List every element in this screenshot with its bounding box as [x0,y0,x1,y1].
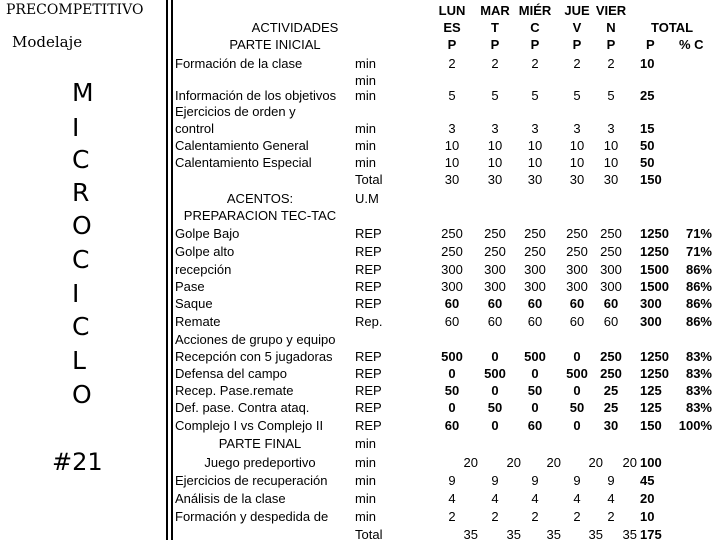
day-value: 60 [487,314,503,329]
total-value: 25 [640,88,655,103]
pct-value: 71% [685,244,712,259]
total-value: 50 [640,155,655,170]
day-value: 250 [484,244,506,259]
day-value: 10 [527,138,543,153]
day-value: 20 [622,455,637,470]
day-value: 2 [573,509,581,524]
day-header: MAR [480,3,510,18]
day-value: 250 [600,366,622,381]
microciclo-letter: L [72,346,86,375]
total-value: 125 [640,383,662,398]
unit-label: min [355,121,376,136]
day-value: 10 [603,155,619,170]
day-value: 500 [441,349,463,364]
day-value: 60 [527,296,543,311]
day-value: 35 [588,527,603,542]
day-value: 4 [448,491,456,506]
activity-label: Def. pase. Contra ataq. [175,400,310,415]
day-header: T [491,20,499,35]
day-header: MIÉR [518,3,552,18]
day-value: 60 [444,314,460,329]
day-value: 5 [531,88,539,103]
activity-label: Formación y despedida de [175,509,329,524]
day-value: 10 [569,155,585,170]
day-value: 35 [506,527,521,542]
activity-label: Juego predeportivo [204,455,316,470]
unit-label: Total [355,172,383,187]
header-actividades: ACTIVIDADES [251,20,339,35]
day-value: 9 [607,473,615,488]
day-value: 250 [441,226,463,241]
day-header: P [530,37,540,52]
microciclo-letter: I [72,113,80,142]
activity-label: PREPARACION TEC-TAC [183,208,337,223]
unit-label: REP [355,400,382,415]
day-value: 50 [444,383,460,398]
day-value: 300 [566,262,588,277]
day-value: 60 [569,296,585,311]
activity-label: Complejo I vs Complejo II [175,418,324,433]
day-value: 10 [487,155,503,170]
header-parte-inicial: PARTE INICIAL [229,37,321,52]
day-value: 2 [607,509,615,524]
day-value: 500 [484,366,506,381]
day-value: 0 [491,349,499,364]
pct-c-header: % C [679,37,704,52]
day-header: P [490,37,500,52]
day-value: 300 [566,279,588,294]
day-value: 60 [603,296,619,311]
day-value: 3 [531,121,539,136]
unit-label: Total [355,527,383,542]
day-header: P [447,37,457,52]
day-value: 35 [622,527,637,542]
day-value: 250 [600,226,622,241]
total-value: 50 [640,138,655,153]
day-header: JUE [564,3,590,18]
unit-label: REP [355,296,382,311]
day-value: 60 [603,314,619,329]
day-value: 25 [603,383,619,398]
day-value: 20 [463,455,478,470]
total-value: 45 [640,473,655,488]
day-value: 50 [487,400,503,415]
unit-label: REP [355,262,382,277]
total-value: 1250 [640,349,669,364]
day-value: 300 [484,279,506,294]
day-header: ES [443,20,461,35]
day-value: 300 [441,279,463,294]
day-value: 250 [566,244,588,259]
microciclo-letter: R [72,178,90,207]
activity-label: control [175,121,215,136]
day-value: 30 [527,172,543,187]
day-value: 3 [573,121,581,136]
day-header: VIER [595,3,627,18]
unit-label: REP [355,366,382,381]
total-p-header: P [646,37,655,52]
sidebar-subtitle: Modelaje [12,33,83,51]
activity-label: Ejercicios de orden y [175,104,296,119]
activity-label: Información de los objetivos [175,88,337,103]
activity-label: Calentamiento General [175,138,309,153]
day-value: 3 [448,121,456,136]
day-value: 9 [573,473,581,488]
day-value: 2 [607,56,615,71]
day-value: 2 [491,509,499,524]
day-value: 3 [607,121,615,136]
day-header: N [606,20,616,35]
total-value: 1500 [640,262,669,277]
day-value: 300 [484,262,506,277]
day-value: 5 [607,88,615,103]
day-value: 0 [573,349,581,364]
day-value: 60 [527,314,543,329]
day-value: 30 [487,172,503,187]
unit-label: min [355,88,376,103]
pct-value: 83% [685,400,712,415]
day-value: 9 [448,473,456,488]
day-value: 5 [448,88,456,103]
activity-label: Ejercicios de recuperación [175,473,328,488]
microciclo-letter: I [72,279,80,308]
day-value: 4 [491,491,499,506]
total-value: 1500 [640,279,669,294]
day-value: 60 [444,296,460,311]
microciclo-letter: C [72,245,90,274]
day-value: 2 [531,509,539,524]
day-value: 30 [569,172,585,187]
activity-label: Acciones de grupo y equipo [175,332,336,347]
day-value: 5 [573,88,581,103]
day-value: 0 [448,400,456,415]
day-value: 35 [463,527,478,542]
activity-label: Golpe alto [175,244,235,259]
day-header: P [572,37,582,52]
unit-label: min [355,509,376,524]
day-header: C [530,20,540,35]
activity-label: Remate [175,314,221,329]
microciclo-number: #21 [52,448,103,476]
microciclo-letter: C [72,312,90,341]
day-value: 500 [524,349,546,364]
total-value: 1250 [640,244,669,259]
activity-label: Saque [175,296,213,311]
day-value: 3 [491,121,499,136]
unit-label: min [355,436,376,451]
unit-label: min [355,491,376,506]
pct-value: 71% [685,226,712,241]
microciclo-letter: C [72,145,90,174]
unit-label: Rep. [355,314,383,329]
activity-label: Calentamiento Especial [175,155,312,170]
day-value: 250 [484,226,506,241]
microciclo-letter: O [72,380,92,409]
microciclo-letter: O [72,211,92,240]
day-value: 2 [531,56,539,71]
day-value: 300 [524,262,546,277]
total-value: 175 [640,527,662,542]
day-value: 9 [491,473,499,488]
day-value: 0 [531,400,539,415]
unit-label: REP [355,226,382,241]
pct-value: 83% [685,366,712,381]
pct-value: 100% [678,418,712,433]
unit-label: min [355,138,376,153]
activity-label: Recepción con 5 jugadoras [175,349,333,364]
unit-label: min [355,56,376,71]
activity-label: PARTE FINAL [218,436,302,451]
unit-label: REP [355,383,382,398]
activity-label: Defensa del campo [175,366,288,381]
day-value: 30 [444,172,460,187]
pct-value: 86% [685,262,712,277]
day-value: 10 [487,138,503,153]
day-value: 4 [531,491,539,506]
day-value: 30 [603,418,619,433]
pct-value: 86% [685,279,712,294]
day-value: 0 [491,383,499,398]
total-header: TOTAL [651,20,694,35]
day-value: 60 [569,314,585,329]
total-value: 1250 [640,226,669,241]
day-value: 50 [527,383,543,398]
day-value: 0 [531,366,539,381]
day-value: 0 [573,383,581,398]
day-value: 20 [506,455,521,470]
day-value: 250 [524,226,546,241]
sidebar-title: PRECOMPETITIVO [6,2,144,18]
day-value: 5 [491,88,499,103]
total-value: 15 [640,121,655,136]
pct-value: 83% [685,349,712,364]
day-value: 20 [588,455,603,470]
activity-label: Formación de la clase [175,56,303,71]
day-value: 9 [531,473,539,488]
day-value: 0 [491,418,499,433]
day-value: 60 [487,296,503,311]
day-header: LUN [438,3,466,18]
activity-label: Golpe Bajo [175,226,240,241]
day-value: 300 [600,279,622,294]
activity-label: Análisis de la clase [175,491,286,506]
day-value: 4 [573,491,581,506]
day-value: 300 [524,279,546,294]
day-value: 30 [603,172,619,187]
pct-value: 86% [685,314,712,329]
total-value: 20 [640,491,655,506]
unit-label: min [355,473,376,488]
day-value: 250 [566,226,588,241]
unit-label: REP [355,279,382,294]
total-value: 10 [640,509,655,524]
pct-value: 86% [685,296,712,311]
day-value: 50 [569,400,585,415]
day-header: V [572,20,582,35]
total-value: 300 [640,296,662,311]
day-value: 25 [603,400,619,415]
day-value: 4 [607,491,615,506]
total-value: 1250 [640,366,669,381]
day-value: 10 [569,138,585,153]
activity-label: Recep. Pase.remate [175,383,294,398]
activity-label: recepción [175,262,232,277]
day-value: 10 [527,155,543,170]
total-value: 125 [640,400,662,415]
day-header: P [606,37,616,52]
unit-label: min [355,455,376,470]
sidebar [0,0,165,540]
day-value: 250 [441,244,463,259]
day-value: 0 [573,418,581,433]
unit-label: REP [355,418,382,433]
activity-label: Pase [175,279,205,294]
day-value: 250 [600,349,622,364]
day-value: 20 [546,455,561,470]
schedule-sheet [165,0,720,540]
day-value: 60 [444,418,460,433]
activity-label: ACENTOS: [226,191,294,206]
day-value: 300 [600,262,622,277]
total-value: 150 [640,418,662,433]
day-value: 10 [603,138,619,153]
day-value: 300 [441,262,463,277]
day-value: 250 [524,244,546,259]
total-value: 10 [640,56,655,71]
unit-label: U.M [355,191,379,206]
unit-label: REP [355,244,382,259]
day-value: 500 [566,366,588,381]
unit-label: min [355,155,376,170]
day-value: 2 [491,56,499,71]
total-value: 300 [640,314,662,329]
day-value: 250 [600,244,622,259]
unit-label: min [355,73,376,88]
day-value: 0 [448,366,456,381]
pct-value: 83% [685,383,712,398]
day-value: 10 [444,138,460,153]
day-value: 2 [448,509,456,524]
day-value: 2 [573,56,581,71]
total-value: 100 [640,455,662,470]
day-value: 2 [448,56,456,71]
microciclo-letter: M [72,78,94,107]
day-value: 10 [444,155,460,170]
day-value: 35 [546,527,561,542]
unit-label: REP [355,349,382,364]
day-value: 60 [527,418,543,433]
total-value: 150 [640,172,662,187]
